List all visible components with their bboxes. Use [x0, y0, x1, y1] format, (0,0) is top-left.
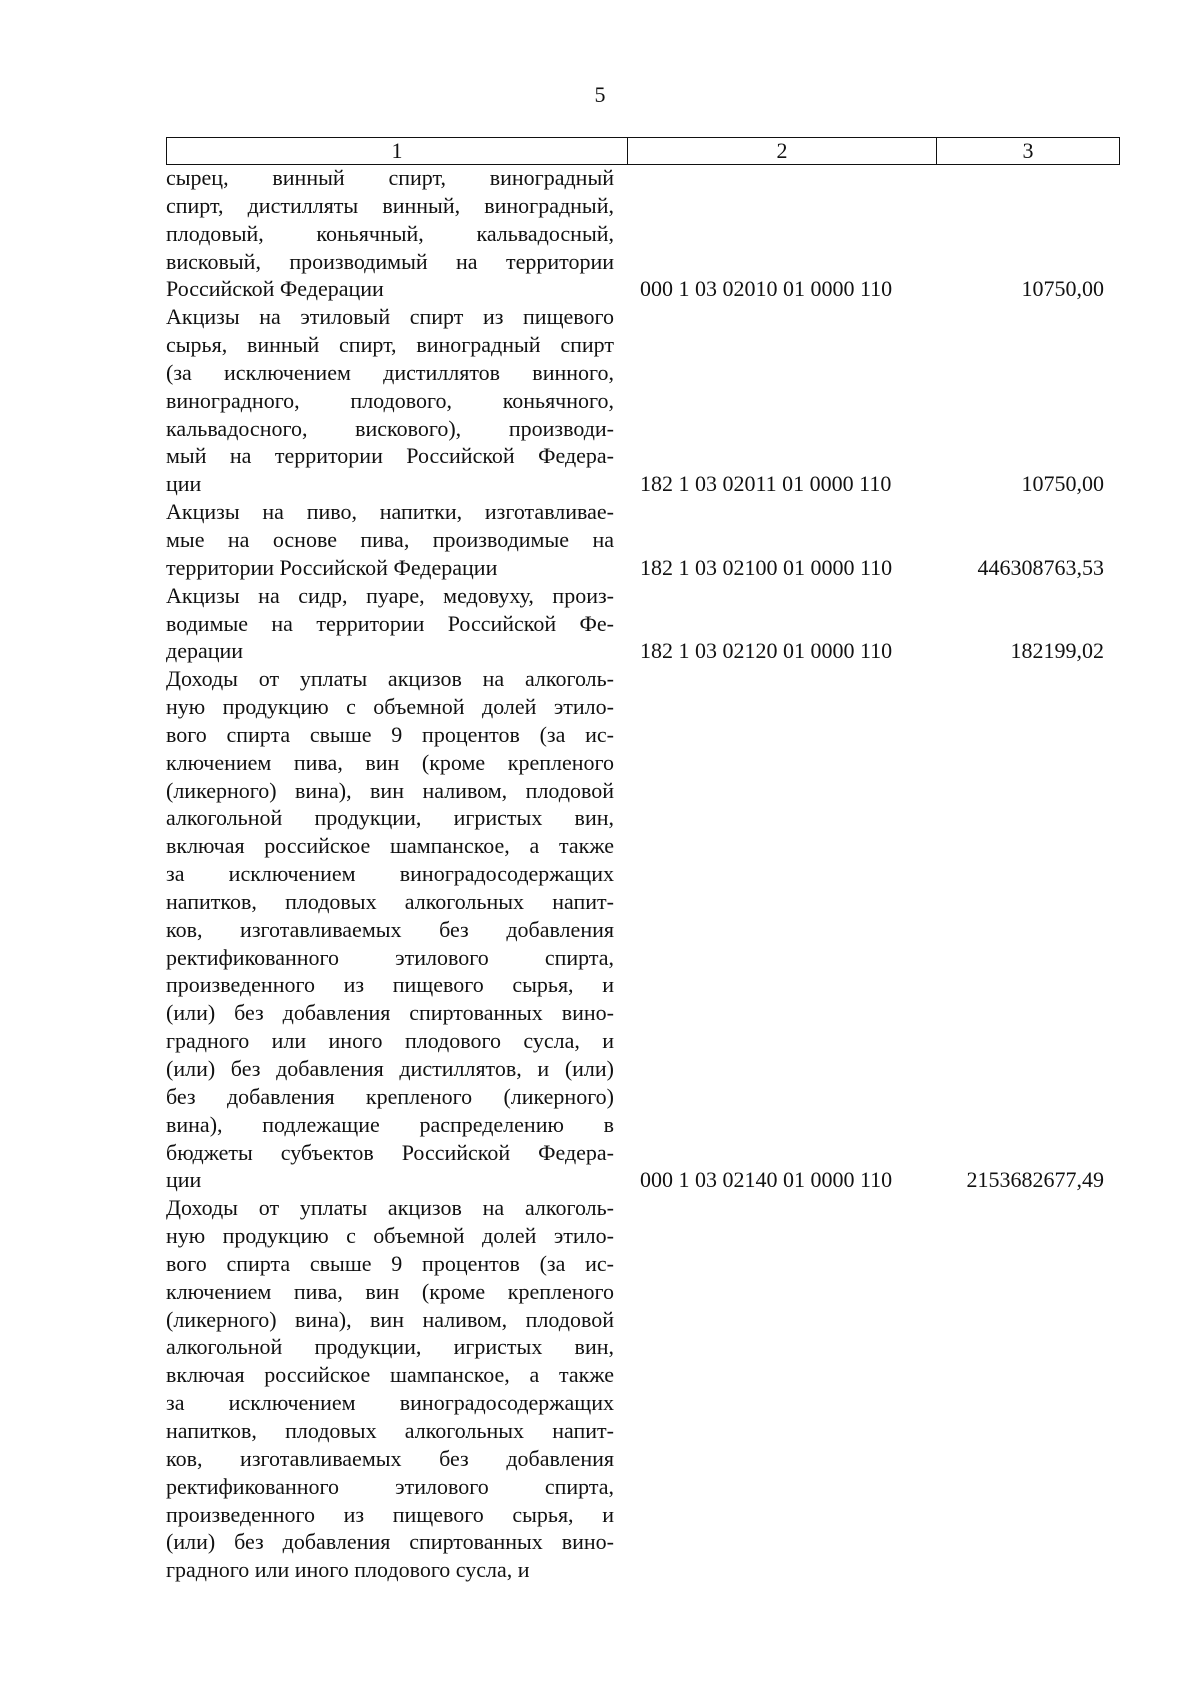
- table-row: [166, 498, 1120, 582]
- column-header-3: 3: [1022, 138, 1034, 163]
- row-amount: 2153682677,49: [966, 1167, 1104, 1193]
- row-amount: 10750,00: [1021, 471, 1104, 497]
- column-header-1: 1: [167, 138, 628, 164]
- description-line: ков, изготавливаемых без добавления: [166, 916, 614, 942]
- description-line: кальвадосного, вискового), производи-: [166, 415, 614, 441]
- row-description: [166, 303, 614, 498]
- description-line: плодовый, коньячный, кальвадосный,: [166, 220, 614, 246]
- row-amount: 10750,00: [1021, 276, 1104, 302]
- description-line: мый на территории Российской Федера-: [166, 443, 614, 469]
- table-row: [166, 665, 1120, 1194]
- description-line: (или) без добавления спиртованных вино-: [166, 1529, 614, 1555]
- table-header-row: [166, 137, 1120, 165]
- row-amount: 446308763,53: [977, 554, 1104, 580]
- description-line: без добавления крепленого (ликерного): [166, 1083, 614, 1109]
- description-line: напитков, плодовых алкогольных напит-: [166, 888, 614, 914]
- description-line: ключением пива, вин (кроме крепленого: [166, 1278, 614, 1304]
- description-line: вого спирта свыше 9 процентов (за ис-: [166, 721, 614, 747]
- description-line: ректификованного этилового спирта,: [166, 1473, 614, 1499]
- row-description: [166, 1194, 614, 1584]
- description-line: Акцизы на этиловый спирт из пищевого: [166, 304, 614, 330]
- table-row: [166, 582, 1120, 666]
- description-line: водимые на территории Российской Фе-: [166, 610, 614, 636]
- table-row: [166, 164, 1120, 303]
- description-line: Российской Федерации: [166, 276, 384, 302]
- description-line: дерации: [166, 638, 244, 664]
- description-line: (или) без добавления спиртованных вино-: [166, 1000, 614, 1026]
- description-line: Акцизы на пиво, напитки, изготавливае-: [166, 499, 614, 525]
- description-line: Доходы от уплаты акцизов на алкоголь-: [166, 1195, 614, 1221]
- page-number: 5: [594, 82, 606, 107]
- description-line: ков, изготавливаемых без добавления: [166, 1445, 614, 1471]
- description-line: мые на основе пива, производимые на: [166, 526, 614, 552]
- description-line: спирт, дистилляты винный, виноградный,: [166, 192, 614, 218]
- description-line: включая российское шампанское, а также: [166, 1362, 614, 1388]
- description-line: за исключением виноградосодержащих: [166, 1390, 614, 1416]
- description-line: Доходы от уплаты акцизов на алкоголь-: [166, 666, 614, 692]
- description-line: ции: [166, 471, 202, 497]
- row-description: [166, 582, 614, 666]
- description-line: градного или иного плодового сусла, и: [166, 1028, 614, 1054]
- description-line: бюджеты субъектов Российской Федера-: [166, 1139, 614, 1165]
- row-amount: 182199,02: [1010, 638, 1104, 664]
- description-line: произведенного из пищевого сырья, и: [166, 972, 614, 998]
- description-line: произведенного из пищевого сырья, и: [166, 1501, 614, 1527]
- description-line: ключением пива, вин (кроме крепленого: [166, 749, 614, 775]
- description-line: вина), подлежащие распределению в: [166, 1111, 614, 1137]
- column-header-2: 2: [628, 138, 937, 164]
- description-line: (ликерного) вина), вин наливом, плодовой: [166, 777, 614, 803]
- description-line: виноградного, плодового, коньячного,: [166, 387, 614, 413]
- table-row: [166, 1194, 1120, 1584]
- row-description: [166, 498, 614, 582]
- description-line: напитков, плодовых алкогольных напит-: [166, 1417, 614, 1443]
- row-description: [166, 665, 614, 1194]
- description-line: (за исключением дистиллятов винного,: [166, 359, 614, 385]
- description-line: вого спирта свыше 9 процентов (за ис-: [166, 1250, 614, 1276]
- description-line: включая российское шампанское, а также: [166, 833, 614, 859]
- description-line: (ликерного) вина), вин наливом, плодовой: [166, 1306, 614, 1332]
- row-code: 182 1 03 02120 01 0000 110: [640, 638, 893, 664]
- description-line: территории Российской Федерации: [166, 554, 498, 580]
- row-code: 182 1 03 02100 01 0000 110: [640, 554, 893, 580]
- description-line: алкогольной продукции, игристых вин,: [166, 805, 614, 831]
- description-line: сырец, винный спирт, виноградный: [166, 165, 614, 190]
- description-line: висковый, производимый на территории: [166, 248, 614, 274]
- row-description: [166, 164, 614, 303]
- description-line: ции: [166, 1167, 202, 1193]
- description-line: ректификованного этилового спирта,: [166, 944, 614, 970]
- description-line: алкогольной продукции, игристых вин,: [166, 1334, 614, 1360]
- description-line: ную продукцию с объемной долей этило-: [166, 1223, 614, 1249]
- description-line: (или) без добавления дистиллятов, и (или): [166, 1056, 614, 1081]
- description-line: ную продукцию с объемной долей этило-: [166, 694, 614, 720]
- description-line: за исключением виноградосодержащих: [166, 861, 614, 887]
- description-line: сырья, винный спирт, виноградный спирт: [166, 332, 614, 358]
- description-line: Акцизы на сидр, пуаре, медовуху, произ-: [166, 582, 614, 608]
- row-code: 000 1 03 02010 01 0000 110: [640, 276, 893, 302]
- row-code: 182 1 03 02011 01 0000 110: [640, 471, 892, 497]
- table-row: [166, 303, 1120, 498]
- row-code: 000 1 03 02140 01 0000 110: [640, 1167, 893, 1193]
- description-line: градного или иного плодового сусла, и: [166, 1557, 530, 1583]
- table-body: [166, 164, 1120, 1584]
